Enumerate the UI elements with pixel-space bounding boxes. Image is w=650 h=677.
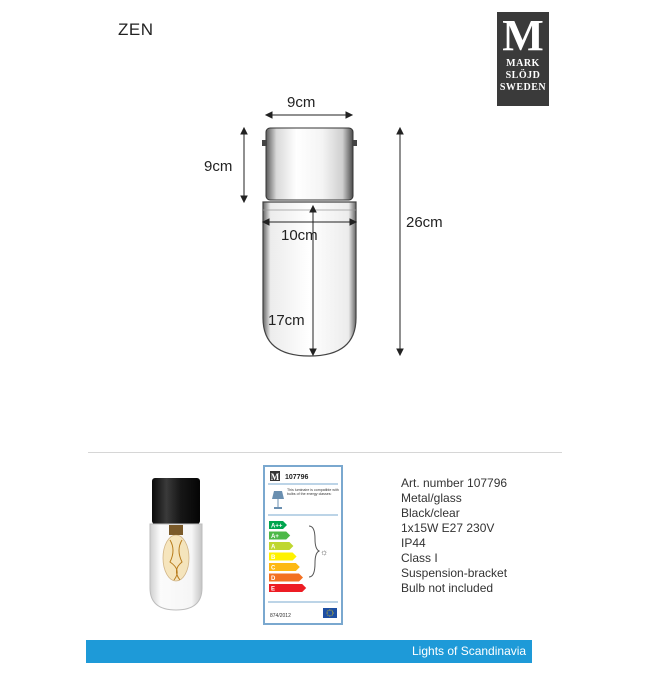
energy-article-number: 107796	[285, 474, 309, 481]
energy-class-label: A+	[271, 534, 279, 540]
drawing-mount-left	[262, 140, 267, 146]
energy-class-label: E	[271, 586, 276, 593]
footer-bar	[86, 640, 532, 663]
energy-bulb-icon: ☼	[320, 547, 329, 557]
spec-item: Art. number 107796	[401, 476, 508, 490]
logo-letter: M	[502, 11, 544, 60]
spec-list	[401, 476, 507, 596]
dim-glass-height: 17cm	[268, 312, 305, 329]
product-title: ZEN	[118, 20, 154, 39]
eu-flag-icon	[323, 608, 337, 618]
energy-notice: This luminaire is compatible with bulbs of the energy classes:	[287, 488, 339, 497]
height-total-arrow	[397, 128, 403, 355]
energy-class-label: A	[271, 544, 276, 551]
dim-shade-height: 9cm	[204, 158, 233, 175]
energy-class-label: A++	[271, 523, 283, 530]
drawing-glass	[263, 202, 356, 356]
logo-line-sweden: SWEDEN	[499, 82, 547, 93]
energy-class-label: B	[271, 555, 276, 561]
spec-item: 1x15W E27 230V	[401, 521, 495, 535]
spec-item: Black/clear	[401, 506, 460, 520]
energy-logo-letter: M	[270, 472, 280, 482]
dim-total-height: 26cm	[406, 214, 443, 231]
energy-label	[263, 465, 343, 625]
spec-item: Bulb not included	[401, 581, 494, 595]
spec-item: Class I	[401, 551, 438, 565]
height-shade-arrow	[241, 128, 247, 202]
energy-class-label: C	[271, 565, 276, 572]
spec-item: Metal/glass	[401, 491, 462, 505]
photo-black-shade	[152, 478, 200, 524]
lamp-icon	[272, 491, 284, 509]
logo-line-slojd: SLÖJD	[505, 70, 541, 81]
photo-bulb	[163, 535, 189, 581]
energy-class-label: D	[271, 576, 276, 582]
dim-glass-width: 10cm	[281, 227, 318, 244]
drawing-mount-right	[352, 140, 357, 146]
energy-regulation: 874/2012	[270, 613, 291, 619]
spec-item: Suspension-bracket	[401, 566, 508, 580]
footer-text: Lights of Scandinavia	[412, 644, 527, 658]
dim-shade-width: 9cm	[287, 94, 316, 111]
spec-item: IP44	[401, 536, 426, 550]
section-divider	[88, 452, 562, 453]
drawing-shade	[266, 128, 353, 200]
logo-line-mark: MARK	[506, 58, 540, 69]
width-shade-arrow	[266, 112, 352, 118]
product-photo	[140, 470, 220, 620]
energy-bracket-icon	[309, 526, 319, 577]
